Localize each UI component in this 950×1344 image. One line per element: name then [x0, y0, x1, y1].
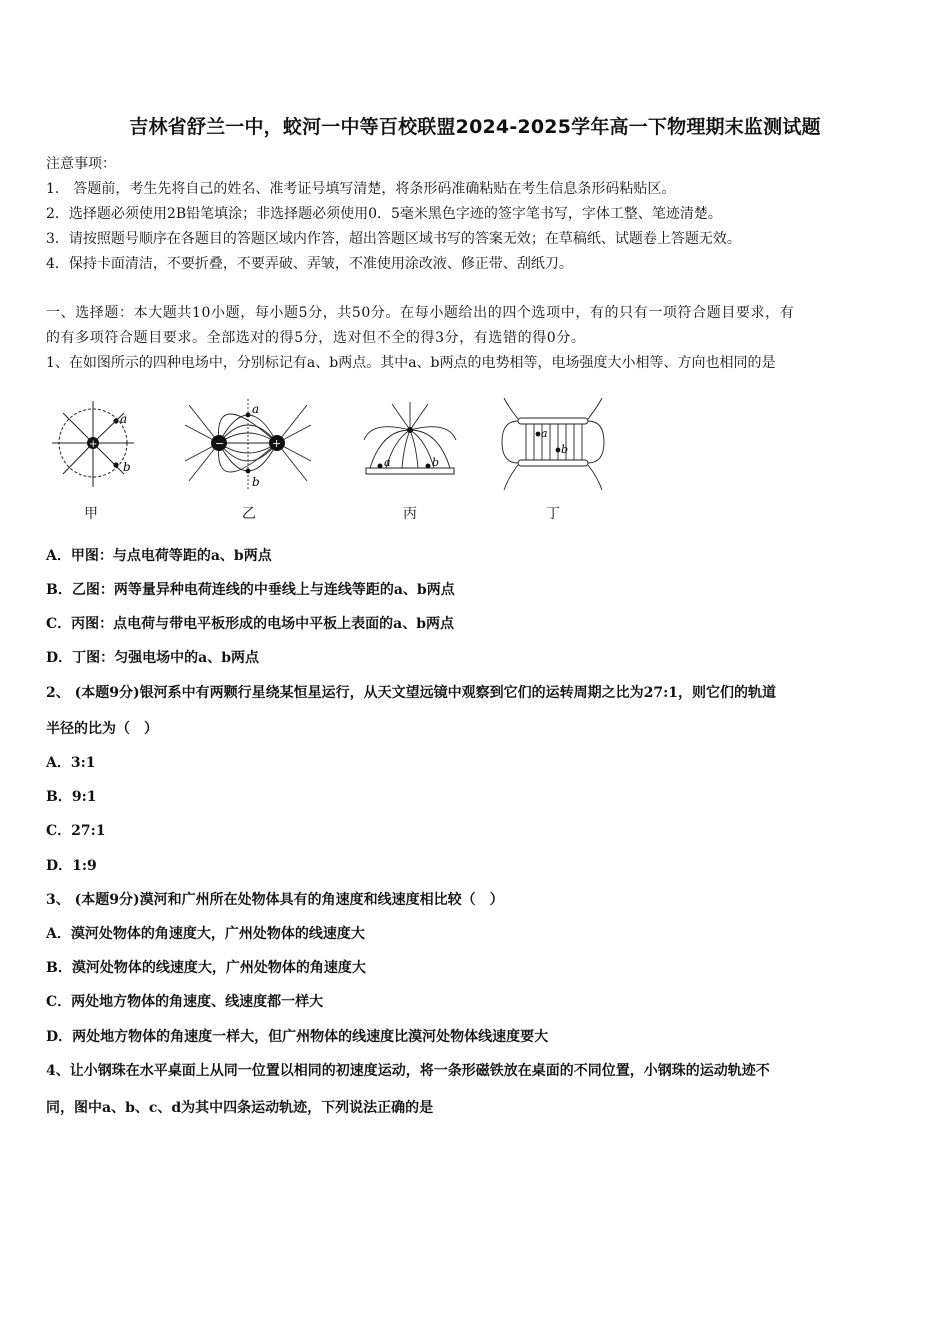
- label-a: a: [120, 412, 128, 426]
- notice-heading: 注意事项：: [46, 156, 116, 172]
- section-intro-line2: 的有多项符合题目要求。全部选对的得5分，选对但不全的得3分，有选错的得0分。: [46, 330, 586, 346]
- label-b: b: [561, 443, 569, 456]
- label-a: a: [252, 402, 260, 416]
- svg-text:−: −: [215, 437, 225, 450]
- q2-option-c: C．27:1: [46, 823, 106, 839]
- q2-option-d: D．1:9: [46, 858, 97, 874]
- figure-label-ding: 丁: [546, 506, 560, 522]
- q3-stem: 3、 (本题9分)漠河和广州所在处物体具有的角速度和线速度相比较（ ）: [46, 892, 504, 908]
- figure-ding: [500, 396, 606, 496]
- q3-option-c: C．两处地方物体的角速度、线速度都一样大: [46, 994, 324, 1010]
- label-b: b: [123, 460, 131, 474]
- q4-stem-line1: 4、让小钢珠在水平桌面上从同一位置以相同的初速度运动，将一条形磁铁放在桌面的不同位置，小钢珠的运动轨迹不: [46, 1063, 770, 1079]
- svg-text:+: +: [89, 439, 98, 450]
- q3-option-a: A．漠河处物体的角速度大，广州处物体的线速度大: [46, 926, 365, 942]
- point-b: [246, 469, 251, 474]
- q3-option-b: B．漠河处物体的线速度大，广州处物体的角速度大: [46, 960, 366, 976]
- label-a: a: [384, 456, 391, 469]
- q2-stem-line1: 2、 (本题9分)银河系中有两颗行星绕某恒星运行，从天文望远镜中观察到它们的运转周期之比为27:1，则它们的轨道: [46, 685, 776, 701]
- label-b: b: [432, 456, 440, 469]
- q3-option-d: D．两处地方物体的角速度一样大，但广州物体的线速度比漠河处物体线速度要大: [46, 1029, 549, 1045]
- q2-option-b: B．9:1: [46, 789, 97, 805]
- point-b: [556, 448, 561, 453]
- notice-item: 2．选择题必须使用2B铅笔填涂；非选择题必须使用0．5毫米黑色字迹的签字笔书写，字体工整、笔迹清楚。: [46, 206, 722, 222]
- q1-option-b: B．乙图：两等量异种电荷连线的中垂线上与连线等距的a、b两点: [46, 582, 455, 598]
- q1-option-d: D．丁图：匀强电场中的a、b两点: [46, 650, 260, 666]
- notice-item: 3．请按照题号顺序在各题目的答题区域内作答，超出答题区域书写的答案无效；在草稿纸、试题卷上答题无效。: [46, 231, 741, 247]
- figure-jia: [48, 395, 138, 495]
- point-b: [113, 462, 118, 467]
- point-a: [113, 418, 118, 423]
- q1-stem: 1、在如图所示的四种电场中，分别标记有a、b两点。其中a、b两点的电势相等，电场强度大小相等、方向也相同的是: [46, 355, 776, 371]
- point-a: [246, 413, 251, 418]
- point-b: [426, 464, 431, 469]
- notice-item: 4．保持卡面清洁，不要折叠，不要弄破、弄皱，不准使用涂改液、修正带、刮纸刀。: [46, 256, 573, 272]
- section-intro-line1: 一、选择题：本大题共10小题，每小题5分，共50分。在每小题给出的四个选项中，有的只有一项符合题目要求，有: [46, 305, 795, 321]
- notice-item: 1. 答题前，考生先将自己的姓名、准考证号填写清楚，将条形码准确粘贴在考生信息条形码粘贴区。: [46, 181, 676, 197]
- svg-text:+: +: [272, 437, 282, 450]
- q2-stem-line2: 半径的比为（ ）: [46, 721, 158, 737]
- figure-label-jia: 甲: [84, 506, 98, 522]
- q2-option-a: A．3:1: [46, 755, 96, 771]
- point-a: [378, 464, 383, 469]
- q1-option-c: C．丙图：点电荷与带电平板形成的电场中平板上表面的a、b两点: [46, 616, 455, 632]
- label-a: a: [541, 427, 548, 440]
- q1-option-a: A．甲图：与点电荷等距的a、b两点: [46, 548, 272, 564]
- figure-label-bing: 丙: [403, 506, 417, 522]
- page-title: 吉林省舒兰一中，蛟河一中等百校联盟2024-2025学年高一下物理期末监测试题: [129, 116, 821, 138]
- figure-label-yi: 乙: [242, 506, 256, 522]
- label-b: b: [252, 475, 260, 489]
- figure-bing: [362, 400, 458, 490]
- figure-yi: [183, 395, 315, 495]
- point-a: [536, 432, 541, 437]
- q4-stem-line2: 同，图中a、b、c、d为其中四条运动轨迹，下列说法正确的是: [46, 1100, 434, 1116]
